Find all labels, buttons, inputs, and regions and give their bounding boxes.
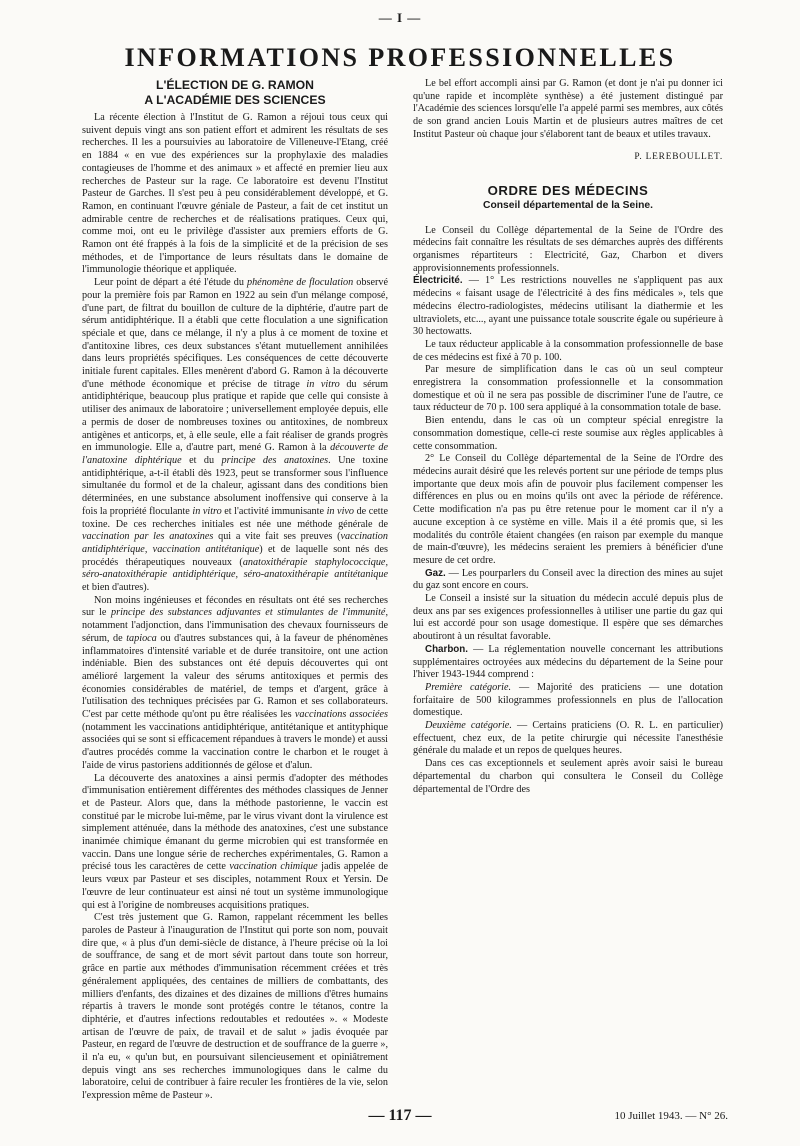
article-subtitle-ordre: Conseil départemental de la Seine. — [483, 199, 653, 211]
electricite-label: Électricité. — [413, 275, 463, 287]
author-signature: P. LEREBOULLET. — [634, 151, 723, 162]
gaz-paragraph: Gaz. — Les pourparlers du Conseil avec la direction des mines au sujet du gaz sont encore en cours. — [413, 567, 723, 592]
taux-paragraph: Le taux réducteur applicable à la consommation professionnelle de base de ces médecins est fixé à 70 p. 100. — [413, 338, 723, 363]
article-title-ramon — [82, 78, 388, 107]
bien-entendu-paragraph: Bien entendu, dans le cas où un compteur spécial enregistre la consommation domestique, celle-ci reste soumise aux règles applicables à cette consommation. — [413, 415, 723, 452]
exceptions-paragraph: Dans ces cas exceptionnels et seulement après avoir saisi le bureau départemental du charbon qui consultera le Conseil du Collège départemental de l'Ordre des — [413, 758, 723, 795]
ramon-paragraph-4: La découverte des anatoxines a ainsi permis d'adopter des méthodes d'immunisation entièrement différentes des méthodes classiques de Jenner et de Pasteur. Alors que, dans la méthode pastorienne, le vaccin est constitué par le microbe lui-même, par le virus vivant dont la virulence est simplement atténuée, dans la méthode des anatoxines, c'est une substance inanimée chimique émanant du germe microbien qui est transformée en vaccin. Dans une longue série de recherches expérimentales, G. Ramon a précisé tous les caractères de cette vaccination chimique jadis appelée de leurs vœux par Pasteur et ses disciples, notamment Roux et Yersin. De l'œuvre de leur continuateur est ainsi né tout un système immunologique qui est à l'origine de nombreuses acquisitions pratiques. — [82, 772, 388, 911]
right-column — [413, 78, 723, 1108]
electricite-paragraph: Électricité. — 1° Les restrictions nouvelles ne s'appliquent pas aux médecins « faisant usage de l'électricité à des fins médicales », tels que médecins électro-radiologistes, médecins utilisant la diathermie et les ultraviolets, etc..., ayant une puissance totale souscrite égale ou supérieure à 30 hectowatts. — [413, 275, 723, 338]
article-title-ordre: ORDRE DES MÉDECINS — [487, 183, 649, 199]
ramon-paragraph-6: Le bel effort accompli ainsi par G. Ramon (et dont je n'ai pu donner ici qu'une rapide et incomplète synthèse) a été justement distingué par l'Académie des sciences lorsqu'elle l'a appelé parmi ses membres, aux côtés de son grand ancien Louis Martin et de plusieurs autres maîtres de cet Institut Pasteur où chaque jour s'élaborent tant de beaux et utiles travaux. — [413, 78, 723, 140]
ramon-paragraph-1: La récente élection à l'Institut de G. Ramon a réjoui tous ceux qui suivent depuis vingt ans son patient effort et admirent les résultats de ses recherches. Il les a poursuivies au laboratoire de Villeneuve-l'Etang, créé en 1884 « en vue des expériences sur la prophylaxie des maladies contagieuses de l'homme et des animaux » et affecté en premier lieu aux recherches de Pasteur sur la rage. Ce laboratoire est devenu l'Institut Pasteur de Garches. Il s'est peu à peu considérablement développé, et G. Ramon, en continuant l'œuvre géniale de Pasteur, a fait de cet institut un admirable centre de recherches et de réalisations pratiques. Ceux qui, comme moi, ont eu le privilège d'assister aux premiers efforts de G. Ramon ont été frappés à la fois de la simplicité et de la précision de ses méthodes, et de l'importance de leurs résultats dans le domaine de l'immunologie théorique et appliquée. — [82, 112, 388, 276]
article-title-line1: L'ÉLECTION DE G. RAMON — [156, 78, 314, 92]
charbon-paragraph: Charbon. — La réglementation nouvelle concernant les attributions supplémentaires octroyées aux médecins du département de la Seine pour l'hiver 1943-1944 comprend : — [413, 643, 723, 681]
ordre-intro: Le Conseil du Collège départemental de la Seine de l'Ordre des médecins fait connaître les résultats de ses démarches auprès des différents organismes répartiteurs : Electricité, Gaz, Charbon et divers approvisionnements professionnels. — [413, 224, 723, 274]
releves-paragraph: 2° Le Conseil du Collège départemental de la Seine de l'Ordre des médecins aurait désiré que les relevés portent sur une période de temps plus importante que deux mois afin de pouvoir plus facilement compenser les différences en plus ou en moins qu'ils ont avec la période de référence. Cette modification n'a pas pu être retenue pour le moment car il n'y a aucune exception à ce système en ville. Mais il a été promis que, si les modalités du contrôle étaient changées (en raison par exemple du manque de main-d'œuvre), les médecins seraient les premiers à bénéficier d'une mesure de cet ordre. — [413, 453, 723, 566]
ramon-paragraph-2: Leur point de départ a été l'étude du phénomène de floculation observé pour la première fois par Ramon en 1922 au sein d'un mélange composé, d'une part, de filtrat du bouillon de culture de la diphtérie, d'autre part de sérum antidiphtérique. Il a établi que cette floculation a une signification spéciale et que, dans ce mélange, il n'y a plus à ce moment de toxine et d'antitoxine libres, ces deux substances s'étant mutuellement annihilées dans leurs propriétés spécifiques. Les conséquences de cette découverte initiale furent capitales. Elles menèrent d'abord G. Ramon à la découverte d'une méthode économique et précise de titrage in vitro du sérum antidiphtérique, beaucoup plus pratique et rapide que celle qui consiste à utiliser des animaux de laboratoire ; universellement employée depuis, elle a permis de doser de nombreuses toxines ou antitoxines, de nombreux antigènes et anticorps, et, à elle seule, elle a fait réaliser de grands progrès en immunologie. Elle a, d'autre part, mené G. Ramon à la découverte de l'anatoxine diphtérique et du principe des anatoxines. Une toxine antidiphtérique, a-t-il établi dès 1923, peut se transformer sous l'influence simultanée du formol et de la chaleur, agissant dans des conditions bien déterminées, en une substance absolument inoffensive qui conserve à la fois la propriété floculante in vitro et l'activité immunisante in vivo de cette toxine. De ces recherches initiales est née une méthode générale de vaccination par les anatoxines qui a vite fait ses preuves (vaccination antidiphtérique, vaccination antitétanique) et de laquelle sont nés des procédés thérapeutiques nouveaux (anatoxithérapie staphylococcique, séro-anatoxithérapie antidiphtérique, séro-anatoxithérapie antitétanique et bien d'autres). — [82, 277, 388, 594]
ramon-paragraph-5: C'est très justement que G. Ramon, rappelant récemment les belles paroles de Pasteur à l'inauguration de l'Institut qui porte son nom, pouvait dire que, « à plus d'un demi-siècle de distance, à l'heure précise où la loi de souffrance, de sang et de mort sévit partout dans toute son horreur, grâce en partie aux méthodes d'immunisation récemment créées et très généralement appliquées, des centaines de milliers de combattants, des milliers d'enfants, des dizaines et des dizaines de millions d'êtres humains répartis à travers le monde sont protégés contre le tétanos, contre la diphtérie, et d'autres infections redoutables et redoutées ». « Modeste artisan de l'œuvre de paix, de travail et de salut » jadis évoquée par Pasteur, en regard de l'œuvre de destruction et de souffrance de la guerre », il n'a eu, « qu'un but, en poursuivant silencieusement et opiniâtrement depuis vingt ans ses recherches immunologiques dans le calme du laboratoire, celui de contribuer à faire reculer les frontières de la vie, selon l'expression même de Pasteur ». — [82, 912, 388, 1102]
issue-date: 10 Juillet 1943. — N° 26. — [614, 1110, 728, 1122]
section-masthead: INFORMATIONS PROFESSIONNELLES — [124, 43, 676, 72]
gaz-label: Gaz. — [425, 567, 446, 579]
article-title-line2: A L'ACADÉMIE DES SCIENCES — [144, 92, 326, 107]
ramon-paragraph-3: Non moins ingénieuses et fécondes en résultats ont été ses recherches sur le principe des substances adjuvantes et stimulantes de l'immunité, notamment l'adjonction, dans l'immunisation des chevaux fournisseurs de sérum, de tapioca ou d'autres substances qui, à la faveur de phénomènes inflammatoires d'intensité variable et de durée transitoire, ont une action indéniable. Bien des substances ont été depuis découvertes qui ont amélioré largement la valeur des sérums antitoxiques et permis des économies considérables de matériel, de temps et d'argent, grâce à l'utilisation des techniques précisées par G. Ramon et ses collaborateurs. C'est par cette méthode qu'ont pu être réalisées les vaccinations associées (notamment les vaccinations antidiphtérique, antitétanique et antityphique associées qui se sont si efficacement répandues à travers le monde) et aussi d'autres procédés comme la vaccination contre le charbon et le rouget à l'aide de virus pastoriens additionnés de gélose et d'alun. — [82, 594, 388, 771]
left-column — [82, 78, 388, 1108]
mesure-paragraph: Par mesure de simplification dans le cas où un seul compteur enregistrera la consommation professionnelle et la consommation domestique et où il ne sera pas possible de discriminer l'une de l'autre, ce taux réducteur de 70 p. 100 sera appliqué à la consommation totale de base. — [413, 364, 723, 414]
page-roman-folio: — I — — [378, 10, 422, 25]
charbon-label: Charbon. — [425, 643, 468, 655]
categorie-2-paragraph: Deuxième catégorie. — Certains praticiens (O. R. L. en particulier) effectuent, chez eux, de la petite chirurgie qui nécessite l'anesthésie générale du malade et un repos de quelques heures. — [413, 720, 723, 757]
conseil-gaz-paragraph: Le Conseil a insisté sur la situation du médecin acculé depuis plus de deux ans par ses exigences professionnelles à utiliser une partie du gaz qui lui est accordé pour son usage domestique. Il espère que ses démarches aboutiront à un résultat favorable. — [413, 593, 723, 643]
categorie-1-paragraph: Première catégorie. — Majorité des praticiens — une dotation forfaitaire de 500 kilogrammes professionnels en plus de l'allocation domestique. — [413, 681, 723, 719]
page-number: — 117 — — [368, 1107, 432, 1124]
